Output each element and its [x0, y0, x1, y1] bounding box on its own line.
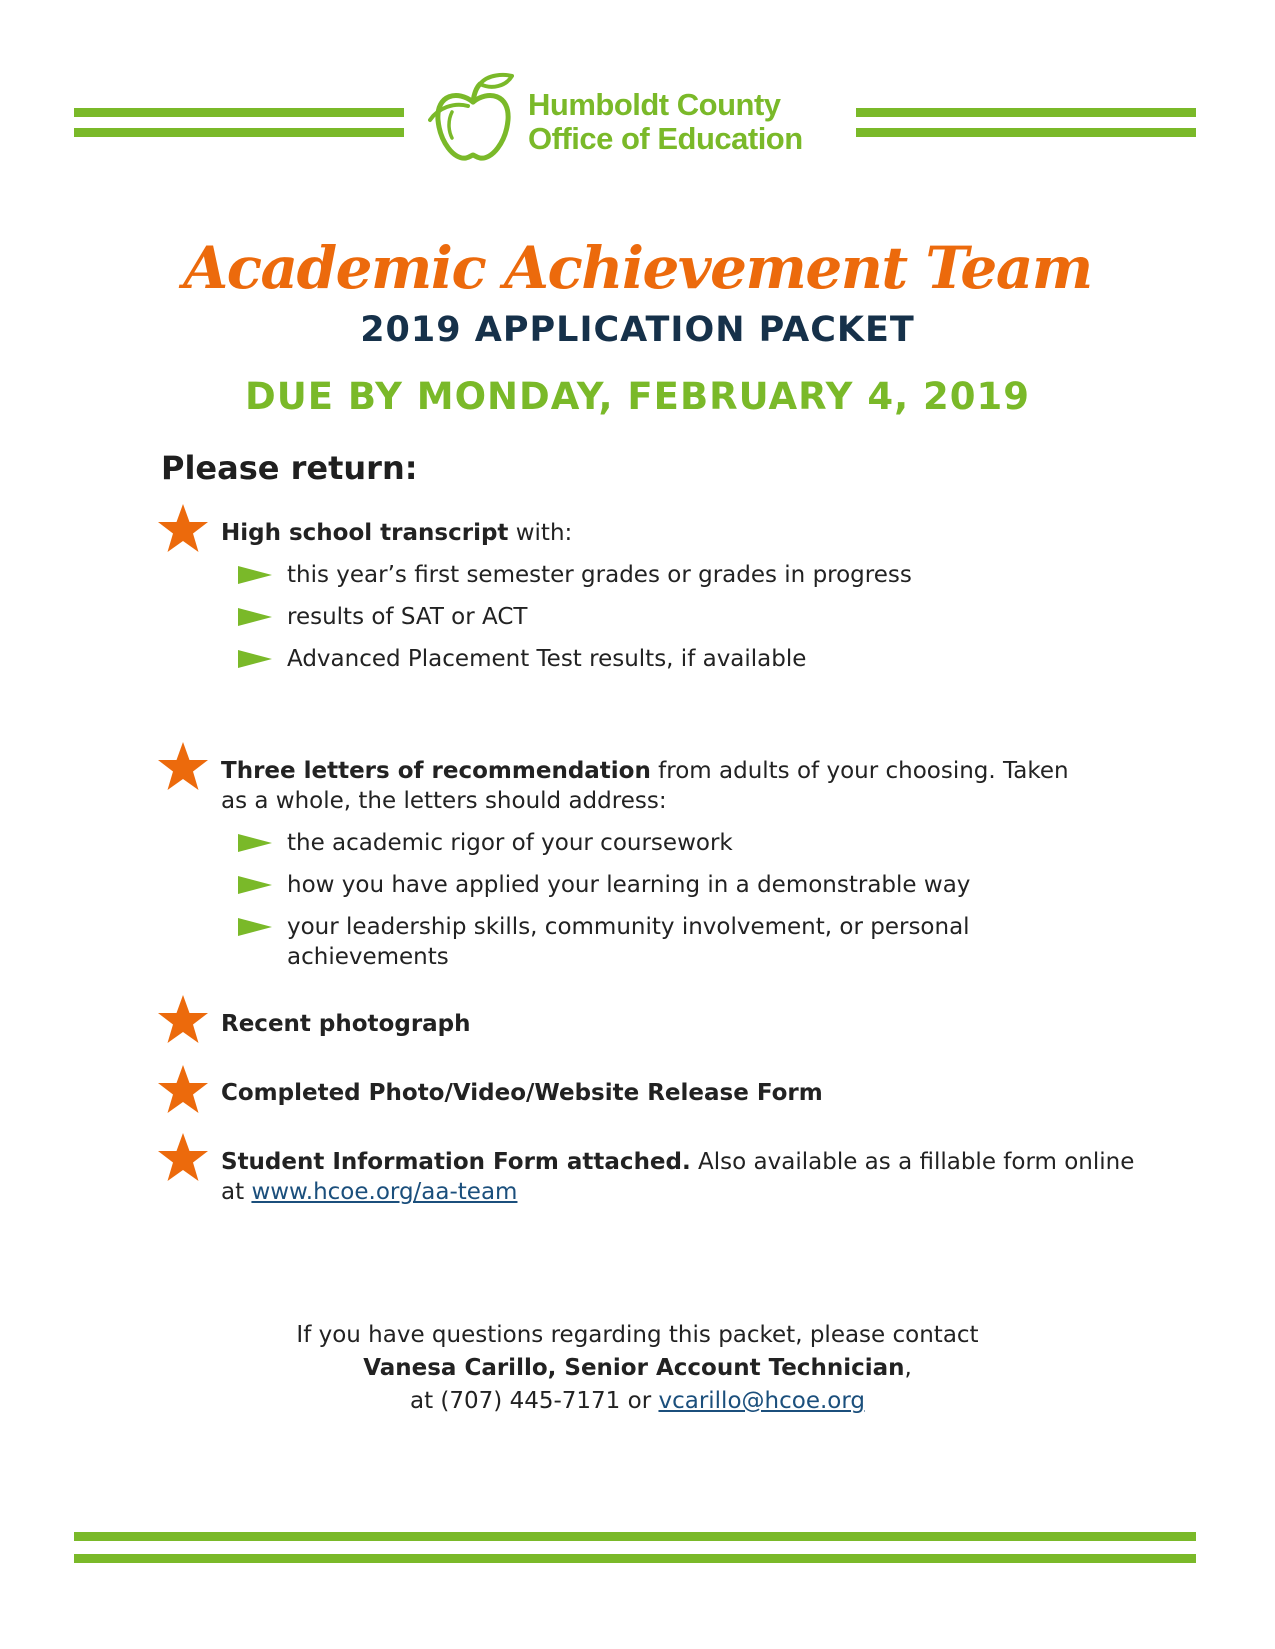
letters-sub-item: the academic rigor of your coursework — [287, 830, 733, 856]
contact-line-1: If you have questions regarding this packet, please contact — [296, 1322, 979, 1348]
logo-line-2: Office of Education — [528, 121, 803, 156]
transcript-sub-item: results of SAT or ACT — [287, 604, 528, 630]
page-subtitle: 2019 APPLICATION PACKET — [360, 310, 915, 350]
due-date: DUE BY MONDAY, FEBRUARY 4, 2019 — [244, 375, 1030, 418]
page-title: Academic Achievement Team — [183, 234, 1092, 302]
please-return-heading: Please return: — [161, 449, 418, 487]
footer-bar-top — [74, 1532, 1196, 1541]
arrow-bullet-icon — [238, 876, 272, 894]
item-transcript-rest: with: — [508, 520, 573, 546]
apple-icon — [428, 72, 518, 164]
item-student-info — [221, 1147, 1141, 1207]
arrow-bullet-icon — [238, 566, 272, 584]
contact-phone: at (707) 445-7171 or — [410, 1388, 659, 1414]
logo-line-1: Humboldt County — [528, 87, 781, 122]
transcript-sub-item: this year’s first semester grades or grades in progress — [287, 562, 912, 588]
item-letters-bold: Three letters of recommendation — [221, 758, 651, 784]
item-student-info-rest: Also available as a fillable form online at — [221, 1149, 1135, 1205]
item-photo — [221, 1009, 1151, 1039]
arrow-bullet-icon — [238, 650, 272, 668]
item-transcript — [221, 518, 1151, 548]
star-icon — [155, 1063, 211, 1119]
header-bar-right-top — [856, 108, 1196, 117]
header-bar-left-bottom — [74, 128, 404, 137]
arrow-bullet-icon — [238, 608, 272, 626]
arrow-bullet-icon — [238, 834, 272, 852]
star-icon — [155, 993, 211, 1049]
logo-text — [528, 88, 803, 156]
footer-bar-bottom — [74, 1554, 1196, 1563]
contact-comma: , — [904, 1355, 912, 1381]
item-transcript-bold: High school transcript — [221, 520, 509, 546]
star-icon — [155, 740, 211, 796]
letters-sub-item: how you have applied your learning in a demonstrable way — [287, 872, 971, 898]
item-letters — [221, 756, 1101, 816]
item-photo-bold: Recent photograph — [221, 1011, 471, 1037]
contact-line-2 — [0, 1352, 1275, 1385]
contact-email-link[interactable]: vcarillo@hcoe.org — [658, 1388, 865, 1414]
item-release-bold: Completed Photo/Video/Website Release Form — [221, 1080, 823, 1106]
star-icon — [155, 1131, 211, 1187]
transcript-sub-item: Advanced Placement Test results, if available — [287, 646, 807, 672]
contact-line-3 — [0, 1385, 1275, 1418]
arrow-bullet-icon — [238, 918, 272, 936]
star-icon — [155, 502, 211, 558]
letters-sub-item: your leadership skills, community involvement, or personal achievements — [287, 914, 970, 970]
contact-block — [0, 1319, 1275, 1418]
item-release-form — [221, 1078, 1151, 1108]
item-student-info-bold: Student Information Form attached. — [221, 1149, 691, 1175]
header-bar-right-bottom — [856, 128, 1196, 137]
item-letters-rest: from adults of your choosing. Taken as a whole, the letters should address: — [221, 758, 1069, 814]
aa-team-link[interactable]: www.hcoe.org/aa-team — [251, 1179, 518, 1205]
header-bar-left-top — [74, 108, 404, 117]
contact-name: Vanesa Carillo, Senior Account Technician — [363, 1355, 905, 1381]
